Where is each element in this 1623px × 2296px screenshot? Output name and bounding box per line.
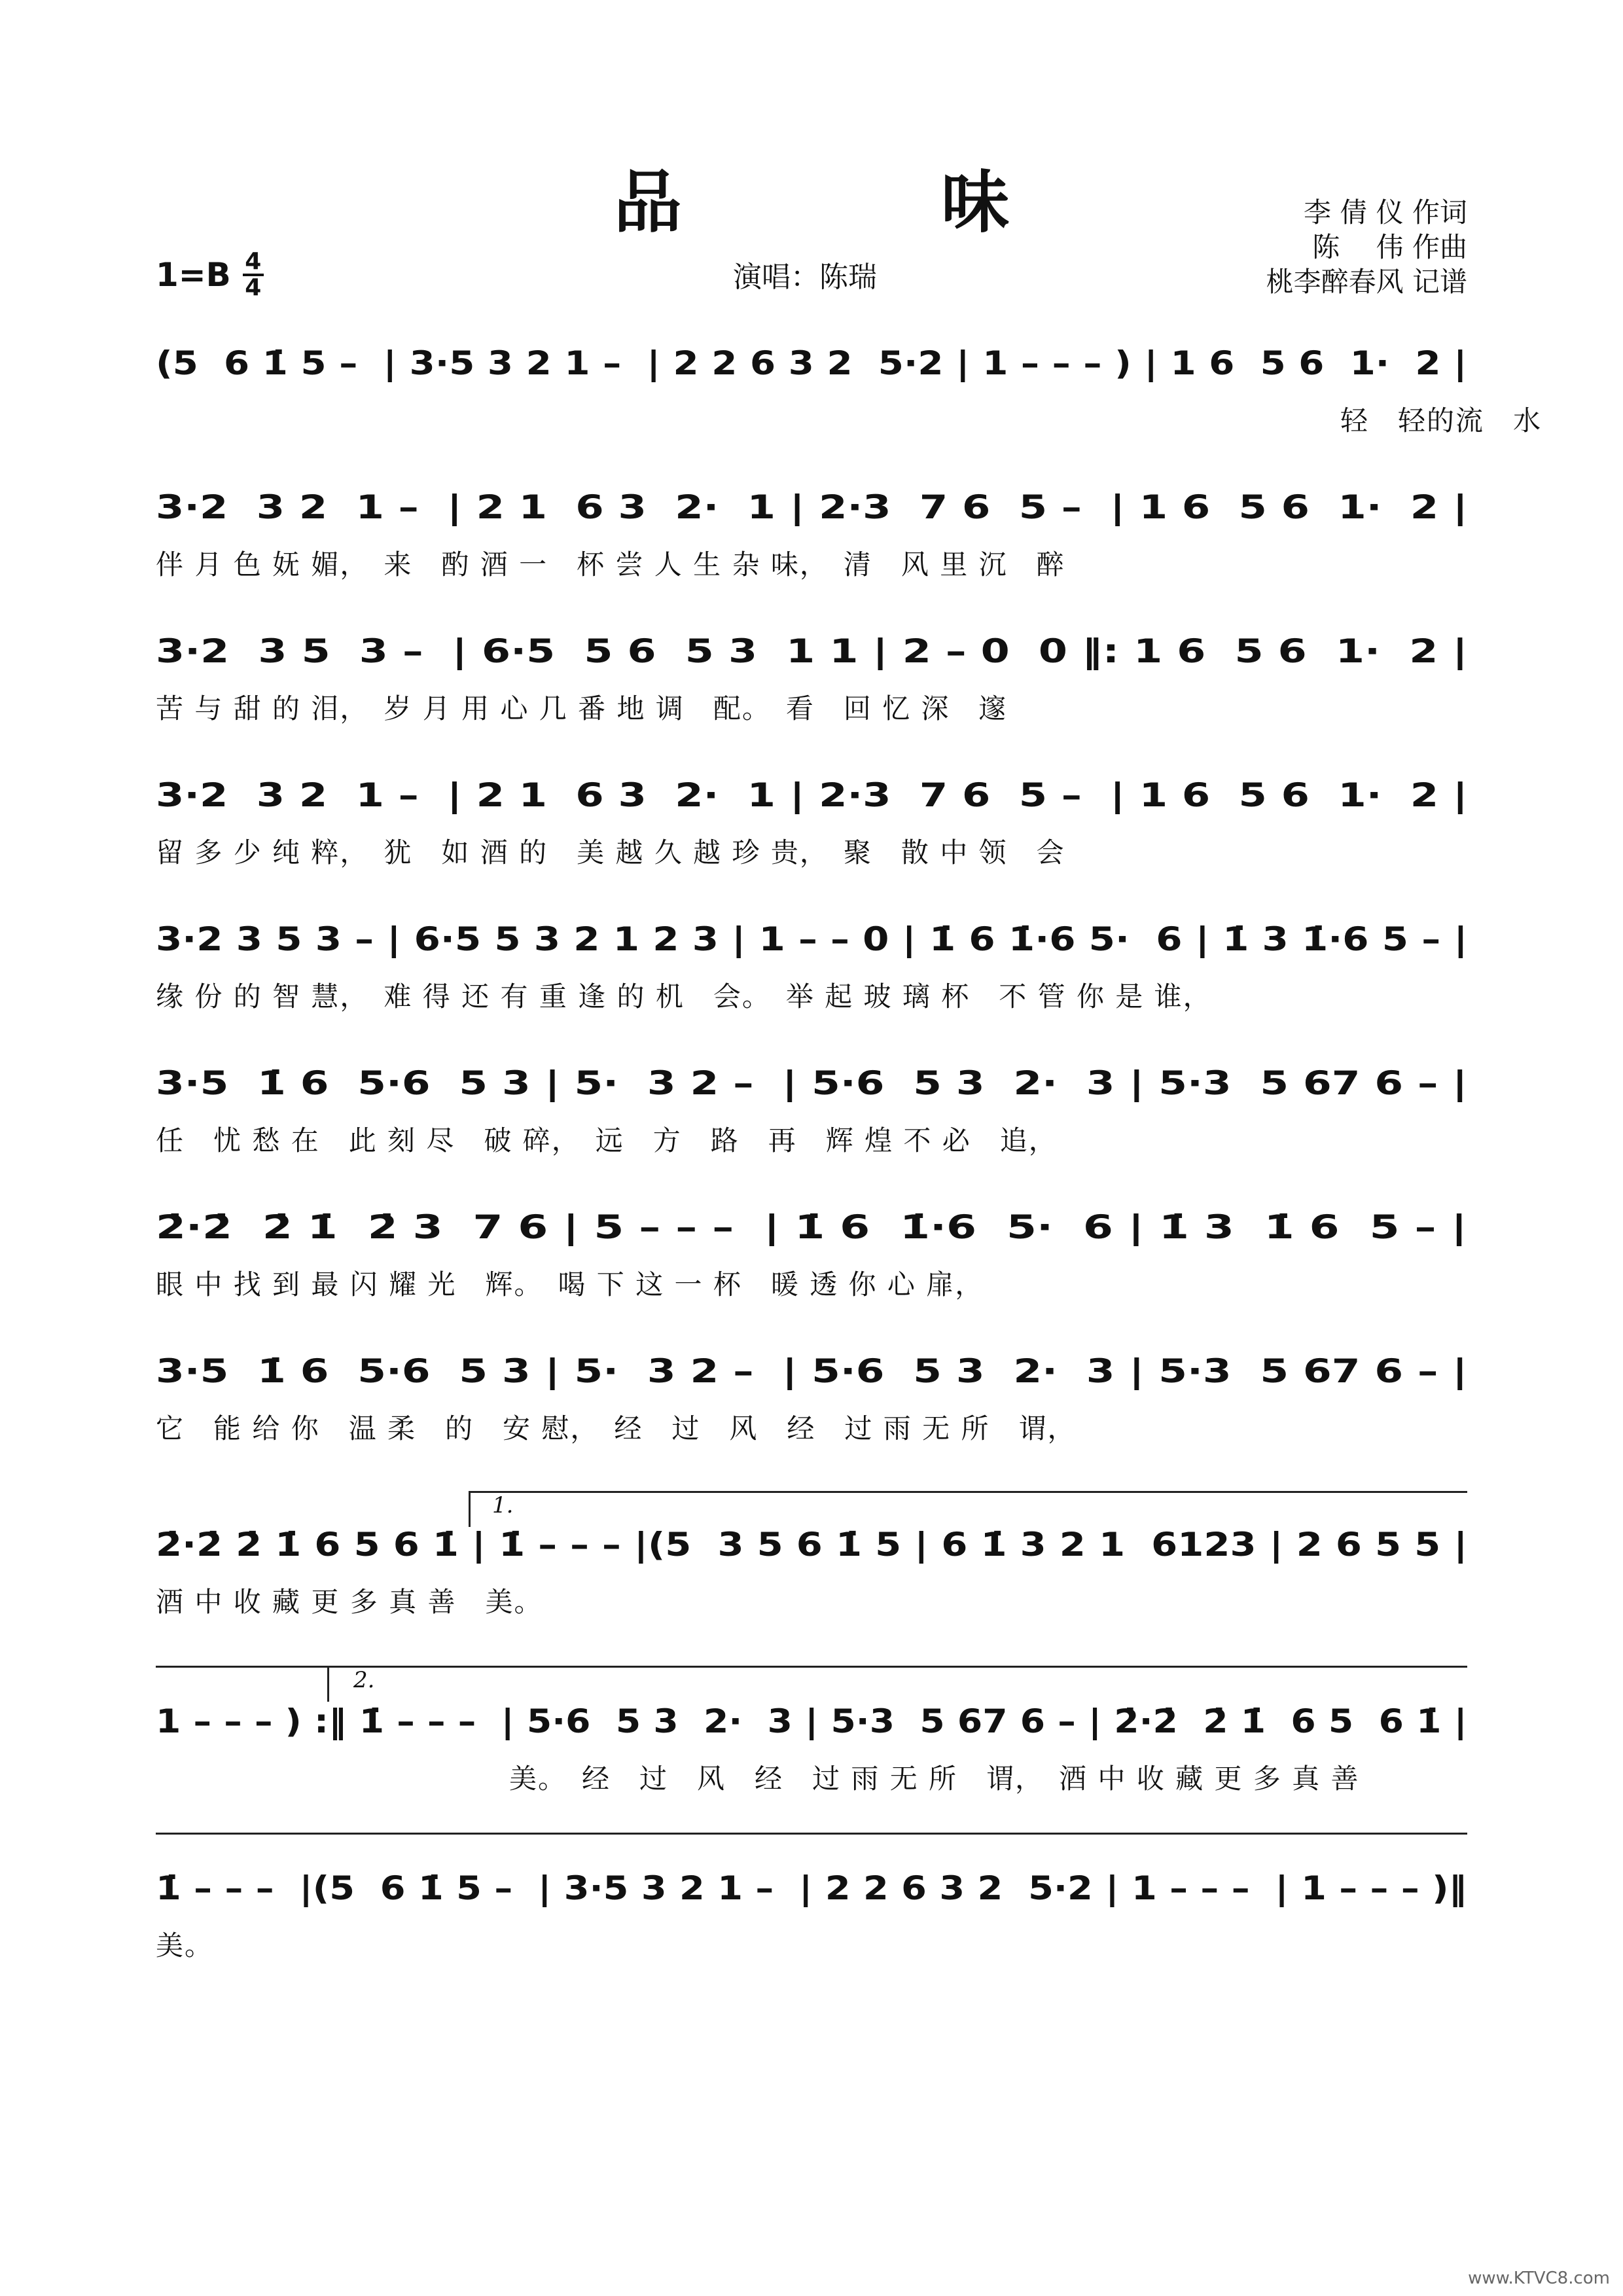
lyric-line: 美。 (156, 1929, 214, 1962)
time-top: 4 (245, 248, 262, 275)
notation-line (156, 1204, 1467, 1250)
second-ending-bracket-left (327, 1666, 329, 1702)
score-system-9 (156, 1522, 1467, 1626)
notation-text: 3·5 1̇ 6 5·6 5 3 | 5· 3 2 – | 5·6 5 3 2· 3 | 5·3 5 67 6 – | (156, 1352, 1468, 1390)
notation-text: 3·2 3 5 3 – | 6·5 5 3 2 1 2 3 | 1 – – 0 | 1̇ 6 1̇·6 5· 6 | 1̇ 3 1̇·6 5 – | (156, 920, 1468, 958)
transcriber-credit: 桃李醉春风 记谱 (1266, 266, 1467, 298)
notation-line (156, 1060, 1467, 1106)
time-signature (243, 250, 264, 300)
lyric-line: 苦 与 甜 的 泪， 岁 月 用 心 几 番 地 调 配。 看 回 忆 深 邃 (156, 692, 1008, 725)
score-system-6 (156, 1060, 1467, 1165)
lyric-line: 眼 中 找 到 最 闪 耀 光 辉。 喝 下 这 一 杯 暖 透 你 心 扉， (156, 1268, 984, 1300)
notation-line (156, 772, 1467, 818)
lyric-line: 伴 月 色 妩 媚， 来 酌 酒 一 杯 尝 人 生 杂 味， 清 风 里 沉 醉 (156, 548, 1065, 581)
score-system-3 (156, 628, 1467, 733)
lyric-line: 酒 中 收 藏 更 多 真 善 美。 (156, 1586, 543, 1618)
score-system-2 (156, 484, 1467, 589)
notation-line (156, 1865, 1467, 1911)
lyric-line: 缘 份 的 智 慧， 难 得 还 有 重 逢 的 机 会。 举 起 玻 璃 杯 不 管 你 是 谁， (156, 980, 1212, 1013)
notation-text: 3·2 3 5 3 – | 6·5 5 6 5 3 1 1 | 2 – 0 0 ‖: 1 6 5 6 1· 2 | (156, 632, 1468, 670)
notation-text: 3·5 1̇ 6 5·6 5 3 | 5· 3 2 – | 5·6 5 3 2· 3 | 5·3 5 67 6 – | (156, 1064, 1468, 1102)
lyric-line: 留 多 少 纯 粹， 犹 如 酒 的 美 越 久 越 珍 贵， 聚 散 中 领 会 (156, 836, 1065, 869)
score-system-1 (156, 340, 1543, 445)
score-system-10 (156, 1698, 1467, 1803)
score-system-4 (156, 772, 1467, 877)
watermark: www.KTVC8.com (1468, 2269, 1610, 2288)
score-system-5 (156, 916, 1467, 1021)
first-ending-bracket (469, 1491, 1467, 1493)
credits-block (1225, 195, 1467, 299)
notation-line (156, 916, 1467, 962)
lyricist-credit: 李 倩 仪 作词 (1303, 196, 1467, 228)
song-title: 品 味 (613, 162, 1128, 242)
first-ending-label: 1. (492, 1492, 514, 1518)
score-system-8 (156, 1348, 1467, 1453)
notation-text: 2̇·2̇ 2̇ 1̇ 2̇ 3 7 6 | 5 – – – | 1̇ 6 1̇·6 5· 6 | 1̇ 3 1̇ 6 5 – | (156, 1208, 1467, 1246)
notation-line (156, 1698, 1467, 1744)
score-system-11 (156, 1865, 1467, 1970)
notation-text: 2̇·2̇ 2̇ 1̇ 6 5 6 1̇ | 1̇ – – – |(5 3 5 6 1̇ 5 | 6 1̇ 3 2 1 6123 | 2 6 5 5 | (156, 1526, 1468, 1564)
time-bottom: 4 (245, 274, 262, 301)
lyric-line: 美。 经 过 风 经 过 雨 无 所 谓， 酒 中 收 藏 更 多 真 善 (509, 1763, 1360, 1795)
lyric-line: 它 能 给 你 温 柔 的 安 慰， 经 过 风 经 过 雨 无 所 谓， (156, 1412, 1077, 1444)
key-signature (156, 250, 264, 300)
lyric-line: 任 忧 愁 在 此 刻 尽 破 碎， 远 方 路 再 辉 煌 不 必 追， (156, 1124, 1058, 1157)
final-bracket (156, 1833, 1467, 1835)
score-system-7 (156, 1204, 1467, 1309)
key-label: 1=B (156, 256, 231, 294)
notation-line (156, 1522, 1467, 1568)
notation-text: 1̇ – – – |(5 6 1̇ 5 – | 3·5 3 2 1 – | 2 2 6 3 2 5·2 | 1 – – – | 1 – – – )‖ (156, 1869, 1467, 1907)
second-ending-bracket (156, 1666, 1467, 1668)
notation-text: (5 6 1̇ 5 – | 3·5 3 2 1 – | 2 2 6 3 2 5·2 | 1 – – – ) | 1 6 5 6 1· 2 | (156, 344, 1467, 382)
second-ending-label: 2. (353, 1667, 375, 1693)
notation-line (156, 340, 1467, 386)
notation-line (156, 628, 1467, 674)
singer-credit: 演唱：陈瑞 (733, 260, 877, 294)
notation-text: 3·2 3 2 1 – | 2 1 6 3 2· 1 | 2·3 7 6 5 – | 1 6 5 6 1· 2 | (156, 776, 1468, 814)
notation-line (156, 484, 1467, 530)
lyric-line: 轻 轻的流 水 (1340, 404, 1543, 437)
notation-text: 1 – – – ) :‖ 1̇ – – – | 5·6 5 3 2· 3 | 5·3 5 67 6 – | 2̇·2̇ 2̇ 1̇ 6 5 6 1̇ | (156, 1702, 1467, 1740)
notation-text: 3·2 3 2 1 – | 2 1 6 3 2· 1 | 2·3 7 6 5 – | 1 6 5 6 1· 2 | (156, 488, 1468, 526)
composer-credit: 陈 伟 作曲 (1312, 231, 1467, 263)
notation-line (156, 1348, 1467, 1394)
